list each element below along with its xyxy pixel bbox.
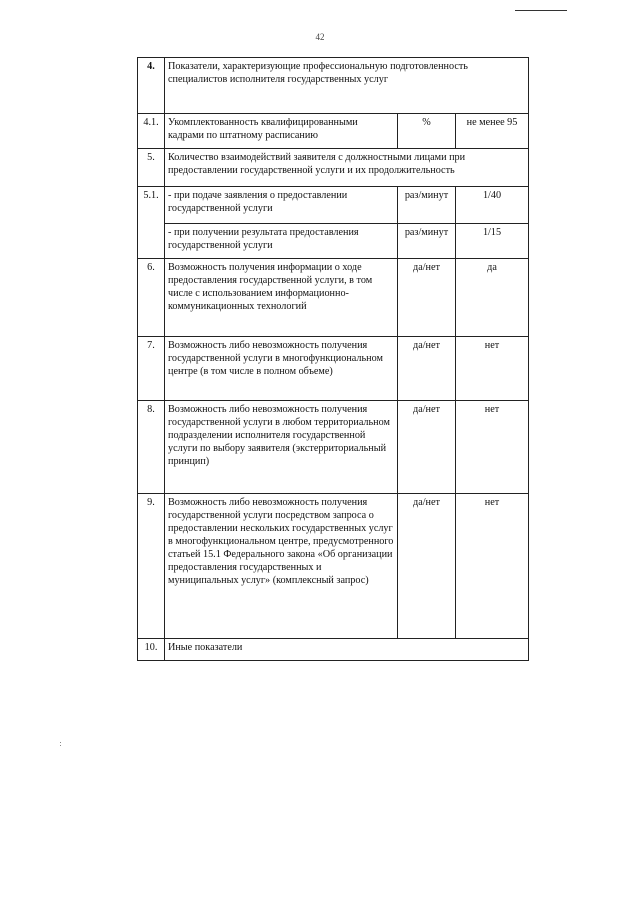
row-value: нет (456, 401, 529, 494)
row-text: - при получении результата предоставления государственной услуги (165, 224, 398, 259)
row-unit: да/нет (398, 337, 456, 401)
row-text: Показатели, характеризующие профессиональную подготовленность специалистов исполнителя государственных услуг (165, 58, 529, 114)
row-unit: раз/минут (398, 224, 456, 259)
row-unit: да/нет (398, 494, 456, 639)
row-unit: раз/минут (398, 187, 456, 224)
table-row (138, 149, 529, 187)
row-number: 9. (138, 494, 165, 639)
row-value: не менее 95 (456, 114, 529, 149)
row-number: 6. (138, 259, 165, 337)
row-text: Укомплектованность квалифицированными кадрами по штатному расписанию (165, 114, 398, 149)
table-row (138, 494, 529, 639)
row-number: 10. (138, 639, 165, 661)
row-value: 1/40 (456, 187, 529, 224)
table-row (138, 187, 529, 224)
table-row (138, 224, 529, 259)
scan-speck (60, 742, 64, 746)
row-number: 4. (138, 58, 165, 114)
row-value: 1/15 (456, 224, 529, 259)
row-number: 8. (138, 401, 165, 494)
header-rule (515, 10, 567, 11)
row-value: да (456, 259, 529, 337)
row-text: - при подаче заявления о предоставлении государственной услуги (165, 187, 398, 224)
row-text: Количество взаимодействий заявителя с должностными лицами при предоставлении государственной услуги и их продолжительность (165, 149, 529, 187)
row-number: 7. (138, 337, 165, 401)
table-row (138, 58, 529, 114)
page-number: 42 (315, 32, 325, 42)
indicators-table (137, 57, 529, 661)
row-text: Иные показатели (165, 639, 529, 661)
row-number: 5.1. (138, 187, 165, 224)
row-number: 5. (138, 149, 165, 187)
row-number (138, 224, 165, 259)
row-value: нет (456, 494, 529, 639)
row-text: Возможность получения информации о ходе предоставления государственной услуги, в том числе с использованием информационно-коммуникационных технологий (165, 259, 398, 337)
row-unit: да/нет (398, 401, 456, 494)
table-row (138, 114, 529, 149)
table-row (138, 401, 529, 494)
table-row (138, 337, 529, 401)
row-unit: да/нет (398, 259, 456, 337)
row-text: Возможность либо невозможность получения государственной услуги в многофункциональном центре (в том числе в полном объеме) (165, 337, 398, 401)
row-number: 4.1. (138, 114, 165, 149)
row-text: Возможность либо невозможность получения государственной услуги в любом территориальном подразделении исполнителя государственной услуги по выбору заявителя (экстерриториальный принцип) (165, 401, 398, 494)
row-text: Возможность либо невозможность получения государственной услуги посредством запроса о предоставлении нескольких государственных услуг в многофункциональном центре, предусмотренного статьей 15.1 Федерального закона «Об организации предоставления государственных и муниципальных услуг» (комплексный запрос) (165, 494, 398, 639)
row-value: нет (456, 337, 529, 401)
row-unit: % (398, 114, 456, 149)
table-row (138, 259, 529, 337)
table-row (138, 639, 529, 661)
